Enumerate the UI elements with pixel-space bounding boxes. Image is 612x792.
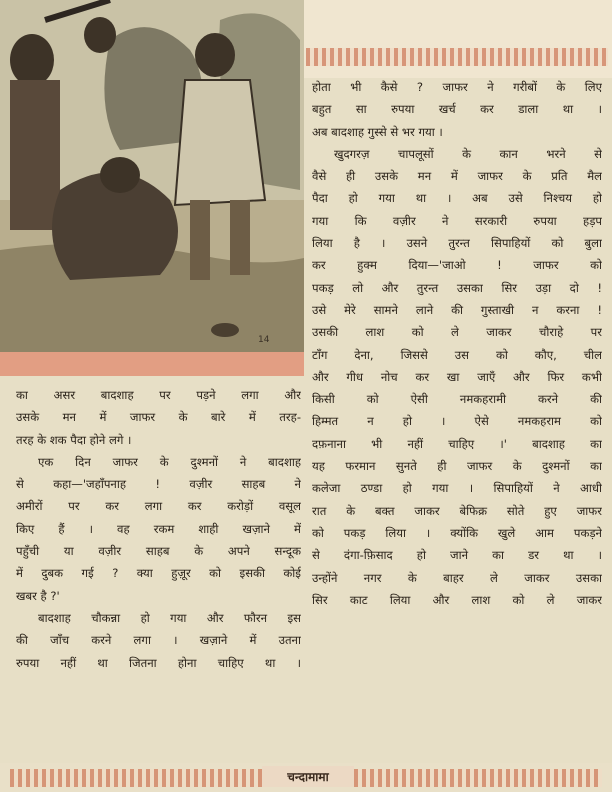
text-line: गया कि वज़ीर ने सरकारी रुपया हड़प: [312, 213, 602, 228]
text-line: से दंगा-फ़िसाद हो जाने का डर था ।: [312, 548, 602, 563]
text-line: से कहा—'जहाँपनाह ! वज़ीर साहब ने: [16, 477, 301, 492]
paragraph: [16, 451, 301, 607]
page-footer: [0, 763, 612, 792]
text-line: अमीरों पर कर लगा कर करोड़ों वसूल: [16, 499, 301, 514]
paragraph: [16, 607, 301, 674]
text-line: पहुँची या वज़ीर साहब के अपने सन्दूक: [16, 544, 301, 559]
text-line: बादशाह चौकन्ना हो गया और फौरन इस: [38, 610, 301, 625]
text-line: यह फरमान सुनते ही जाफर के दुश्मनों का: [312, 459, 602, 474]
text-line: का असर बादशाह पर पड़ने लगा और: [16, 388, 301, 402]
text-line: होता भी कैसे ? जाफर ने गरीबों के लिए: [312, 80, 602, 94]
text-line: उसे मेरे सामने लाने की गुस्ताखी न करना !: [312, 302, 602, 317]
story-illustration: [0, 0, 304, 352]
paragraph: [312, 143, 602, 611]
text-line: में दुबक गई ? क्या हुज़ूर को इसकी कोई: [16, 566, 301, 581]
text-line: पैदा हो गया था । अब उसे निश्चय हो: [312, 191, 602, 206]
decorative-border-top: [306, 48, 608, 66]
text-line: रुपया नहीं था जितना होना चाहिए था ।: [16, 655, 301, 670]
text-line: वैसे ही उसके मन में जाफर के प्रति मैल: [312, 169, 602, 184]
svg-text:14: 14: [258, 335, 270, 345]
paragraph: [312, 76, 602, 143]
left-column: [16, 384, 301, 674]
decorative-band: [304, 0, 612, 78]
text-line: रात के बक्त जाकर बेफिक्र सोते हुए जाफर: [312, 503, 602, 518]
illustration-border: [0, 352, 304, 376]
text-line: और गीध नोच कर खा जाएँ और फिर कभी: [312, 369, 602, 384]
text-line: हिम्मत न हो । ऐसे नमकहराम को: [312, 414, 602, 429]
text-line: उसके मन में जाफर के बारे में तरह-: [16, 410, 301, 425]
text-line: की जाँच करने लगा । खज़ाने में उतना: [16, 633, 301, 648]
text-line: खुदगरज़ चापलूसों के कान भरने से: [334, 146, 602, 161]
text-line: किए हैं । वह रकम शाही खज़ाने में: [16, 521, 301, 536]
text-line: कर हुक्म दिया—'जाओ ! जाफर को: [312, 258, 602, 273]
right-column: [312, 76, 602, 611]
text-line: तरह के शक पैदा होने लगे ।: [16, 432, 132, 447]
text-line: अब बादशाह गुस्से से भर गया ।: [312, 124, 443, 139]
text-line: किसी को ऐसी नमकहरामी करने की: [312, 392, 602, 407]
text-line: दफ़नाना भी नहीं चाहिए ।' बादशाह का: [312, 436, 602, 451]
text-line: पकड़ लो और तुरन्त उसका सिर उड़ा दो !: [312, 280, 602, 295]
paragraph: [16, 384, 301, 451]
text-line: खबर है ?': [16, 588, 60, 603]
text-line: लिया है । उसने तुरन्त सिपाहियों को बुला: [312, 236, 602, 251]
text-line: उसकी लाश को ले जाकर चौराहे पर: [312, 325, 602, 340]
magazine-title: चन्दामामा: [262, 766, 354, 787]
text-line: टाँग देना, जिससे उस को कौए, चील: [312, 347, 602, 362]
text-line: उन्होंने नगर के बाहर ले जाकर उसका: [312, 570, 602, 585]
text-line: कलेजा ठण्डा हो गया । सिपाहियों ने आधी: [312, 481, 602, 496]
text-line: सिर काट लिया और लाश को ले जाकर: [312, 592, 602, 607]
text-line: को पकड़ लिया । क्योंकि खुले आम पकड़ने: [312, 525, 602, 540]
text-line: बहुत सा रुपया खर्च कर डाला था ।: [312, 102, 602, 117]
text-line: एक दिन जाफर के दुश्मनों ने बादशाह: [38, 454, 301, 469]
